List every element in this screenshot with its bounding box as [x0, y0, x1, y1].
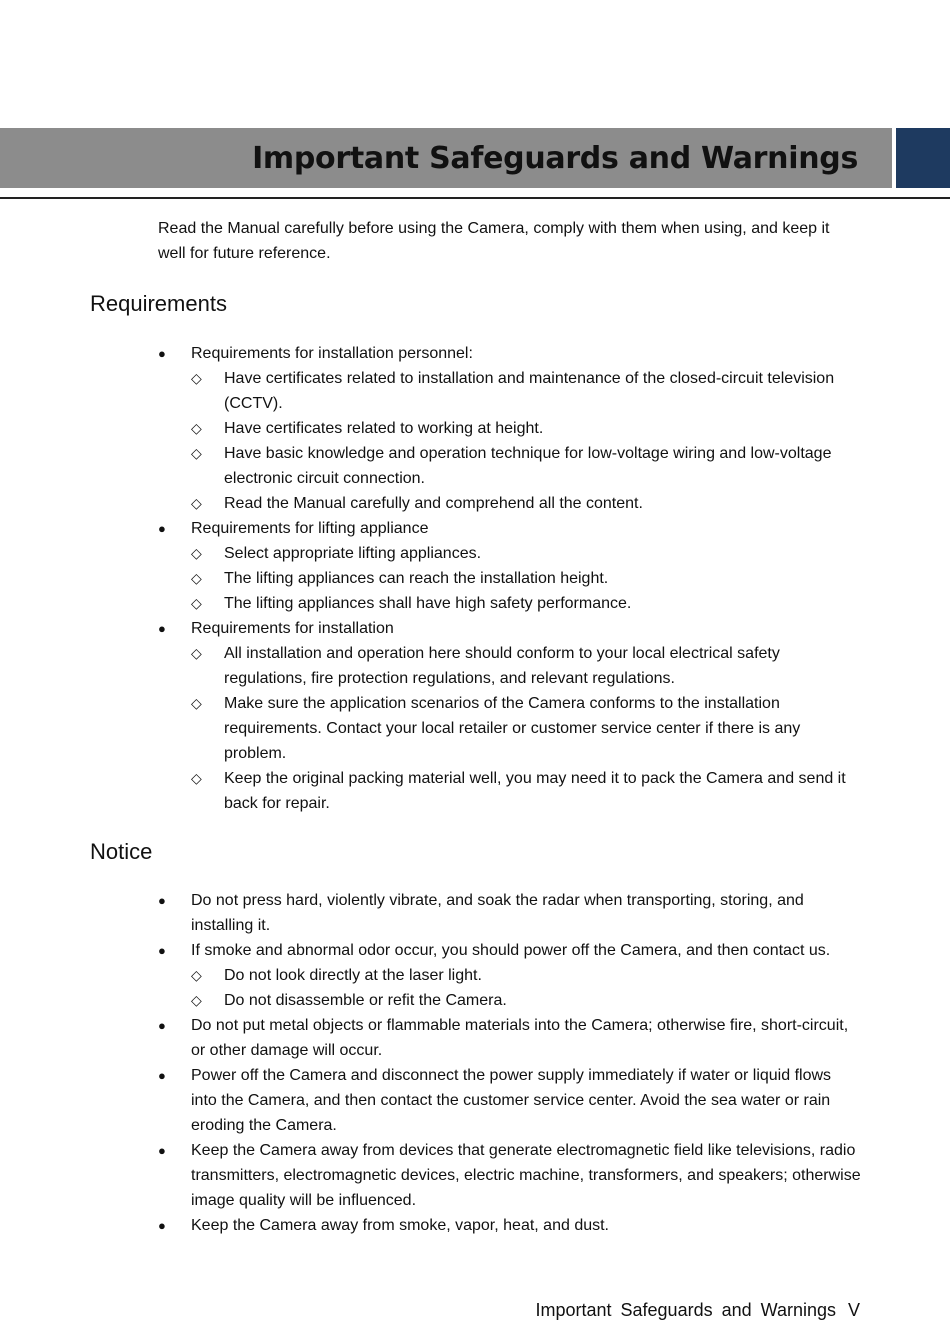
page-footer	[535, 1299, 860, 1321]
page-title: Important Safeguards and Warnings	[252, 141, 858, 176]
bullet-icon: ●	[158, 521, 166, 536]
bullet-item	[158, 1013, 861, 1063]
sub-bullet-item	[158, 491, 861, 516]
notice-list	[158, 888, 861, 1238]
list-item-text: Requirements for lifting appliance	[191, 520, 429, 537]
sub-bullet-item	[158, 366, 861, 416]
bullet-item	[158, 938, 861, 963]
header-accent-block	[896, 128, 950, 188]
requirements-heading: Requirements	[90, 291, 227, 316]
page-number: V	[847, 1300, 860, 1320]
sub-bullet-item	[158, 566, 861, 591]
list-item-text: The lifting appliances shall have high safety performance.	[224, 595, 632, 612]
diamond-bullet-icon: ◇	[191, 545, 202, 561]
sub-bullet-item	[158, 963, 861, 988]
diamond-bullet-icon: ◇	[191, 570, 202, 586]
list-item-text: Have certificates related to installation and maintenance of the closed-circuit television (CCTV).	[224, 370, 835, 412]
diamond-bullet-icon: ◇	[191, 967, 202, 983]
list-item-text: All installation and operation here should conform to your local electrical safety regulations, fire protection regulations, and relevant regulations.	[224, 645, 780, 687]
bullet-icon: ●	[158, 1018, 166, 1033]
bullet-icon: ●	[158, 1068, 166, 1083]
list-item-text: Select appropriate lifting appliances.	[224, 545, 482, 562]
bullet-item	[158, 1213, 861, 1238]
sub-bullet-item	[158, 541, 861, 566]
list-item-text: Do not put metal objects or flammable materials into the Camera; otherwise fire, short-circuit, or other damage will occur.	[191, 1017, 849, 1059]
list-item-text: Read the Manual carefully and comprehend all the content.	[224, 495, 643, 512]
diamond-bullet-icon: ◇	[191, 420, 202, 436]
bullet-item	[158, 616, 861, 641]
diamond-bullet-icon: ◇	[191, 370, 202, 386]
diamond-bullet-icon: ◇	[191, 445, 202, 461]
footer-title: Important Safeguards and Warnings	[535, 1300, 836, 1320]
diamond-bullet-icon: ◇	[191, 495, 202, 511]
diamond-bullet-icon: ◇	[191, 695, 202, 711]
sub-bullet-item	[158, 416, 861, 441]
list-item-text: Keep the original packing material well, you may need it to pack the Camera and send it back for repair.	[224, 770, 846, 812]
list-item-text: Do not press hard, violently vibrate, and soak the radar when transporting, storing, and installing it.	[191, 892, 804, 934]
sub-bullet-item	[158, 691, 861, 766]
diamond-bullet-icon: ◇	[191, 645, 202, 661]
bullet-icon: ●	[158, 1218, 166, 1233]
bullet-item	[158, 1138, 861, 1213]
bullet-item	[158, 1063, 861, 1138]
bullet-icon: ●	[158, 943, 166, 958]
list-item-text: Have certificates related to working at height.	[224, 420, 544, 437]
intro-paragraph: Read the Manual carefully before using the Camera, comply with them when using, and keep it well for future reference.	[158, 220, 830, 262]
list-item-text: Make sure the application scenarios of the Camera conforms to the installation requirements. Contact your local retailer or customer service center if there is any problem.	[224, 695, 801, 762]
list-item-text: Requirements for installation	[191, 620, 394, 637]
list-item-text: The lifting appliances can reach the installation height.	[224, 570, 609, 587]
list-item-text: Do not disassemble or refit the Camera.	[224, 992, 507, 1009]
list-item-text: Keep the Camera away from devices that generate electromagnetic field like televisions, radio transmitters, electromagnetic devices, electric machine, transformers, and speakers; otherwise image quality will be influenced.	[191, 1142, 861, 1209]
list-item-text: Do not look directly at the laser light.	[224, 967, 482, 984]
sub-bullet-item	[158, 591, 861, 616]
sub-bullet-item	[158, 988, 861, 1013]
sub-bullet-item	[158, 441, 861, 491]
diamond-bullet-icon: ◇	[191, 770, 202, 786]
list-item-text: Keep the Camera away from smoke, vapor, heat, and dust.	[191, 1217, 609, 1234]
diamond-bullet-icon: ◇	[191, 992, 202, 1008]
bullet-item	[158, 516, 861, 541]
notice-heading: Notice	[90, 839, 153, 864]
bullet-icon: ●	[158, 893, 166, 908]
bullet-item	[158, 341, 861, 366]
list-item-text: Have basic knowledge and operation technique for low-voltage wiring and low-voltage electronic circuit connection.	[224, 445, 832, 487]
bullet-icon: ●	[158, 621, 166, 636]
sub-bullet-item	[158, 766, 861, 816]
list-item-text: Requirements for installation personnel:	[191, 345, 473, 362]
list-item-text: If smoke and abnormal odor occur, you should power off the Camera, and then contact us.	[191, 942, 831, 959]
requirements-list	[158, 341, 861, 816]
bullet-icon: ●	[158, 1143, 166, 1158]
bullet-icon: ●	[158, 346, 166, 361]
sub-bullet-item	[158, 641, 861, 691]
diamond-bullet-icon: ◇	[191, 595, 202, 611]
header-divider	[0, 197, 950, 199]
list-item-text: Power off the Camera and disconnect the power supply immediately if water or liquid flows into the Camera, and then contact the customer service center. Avoid the sea water or rain eroding the Camera.	[191, 1067, 832, 1134]
bullet-item	[158, 888, 861, 938]
